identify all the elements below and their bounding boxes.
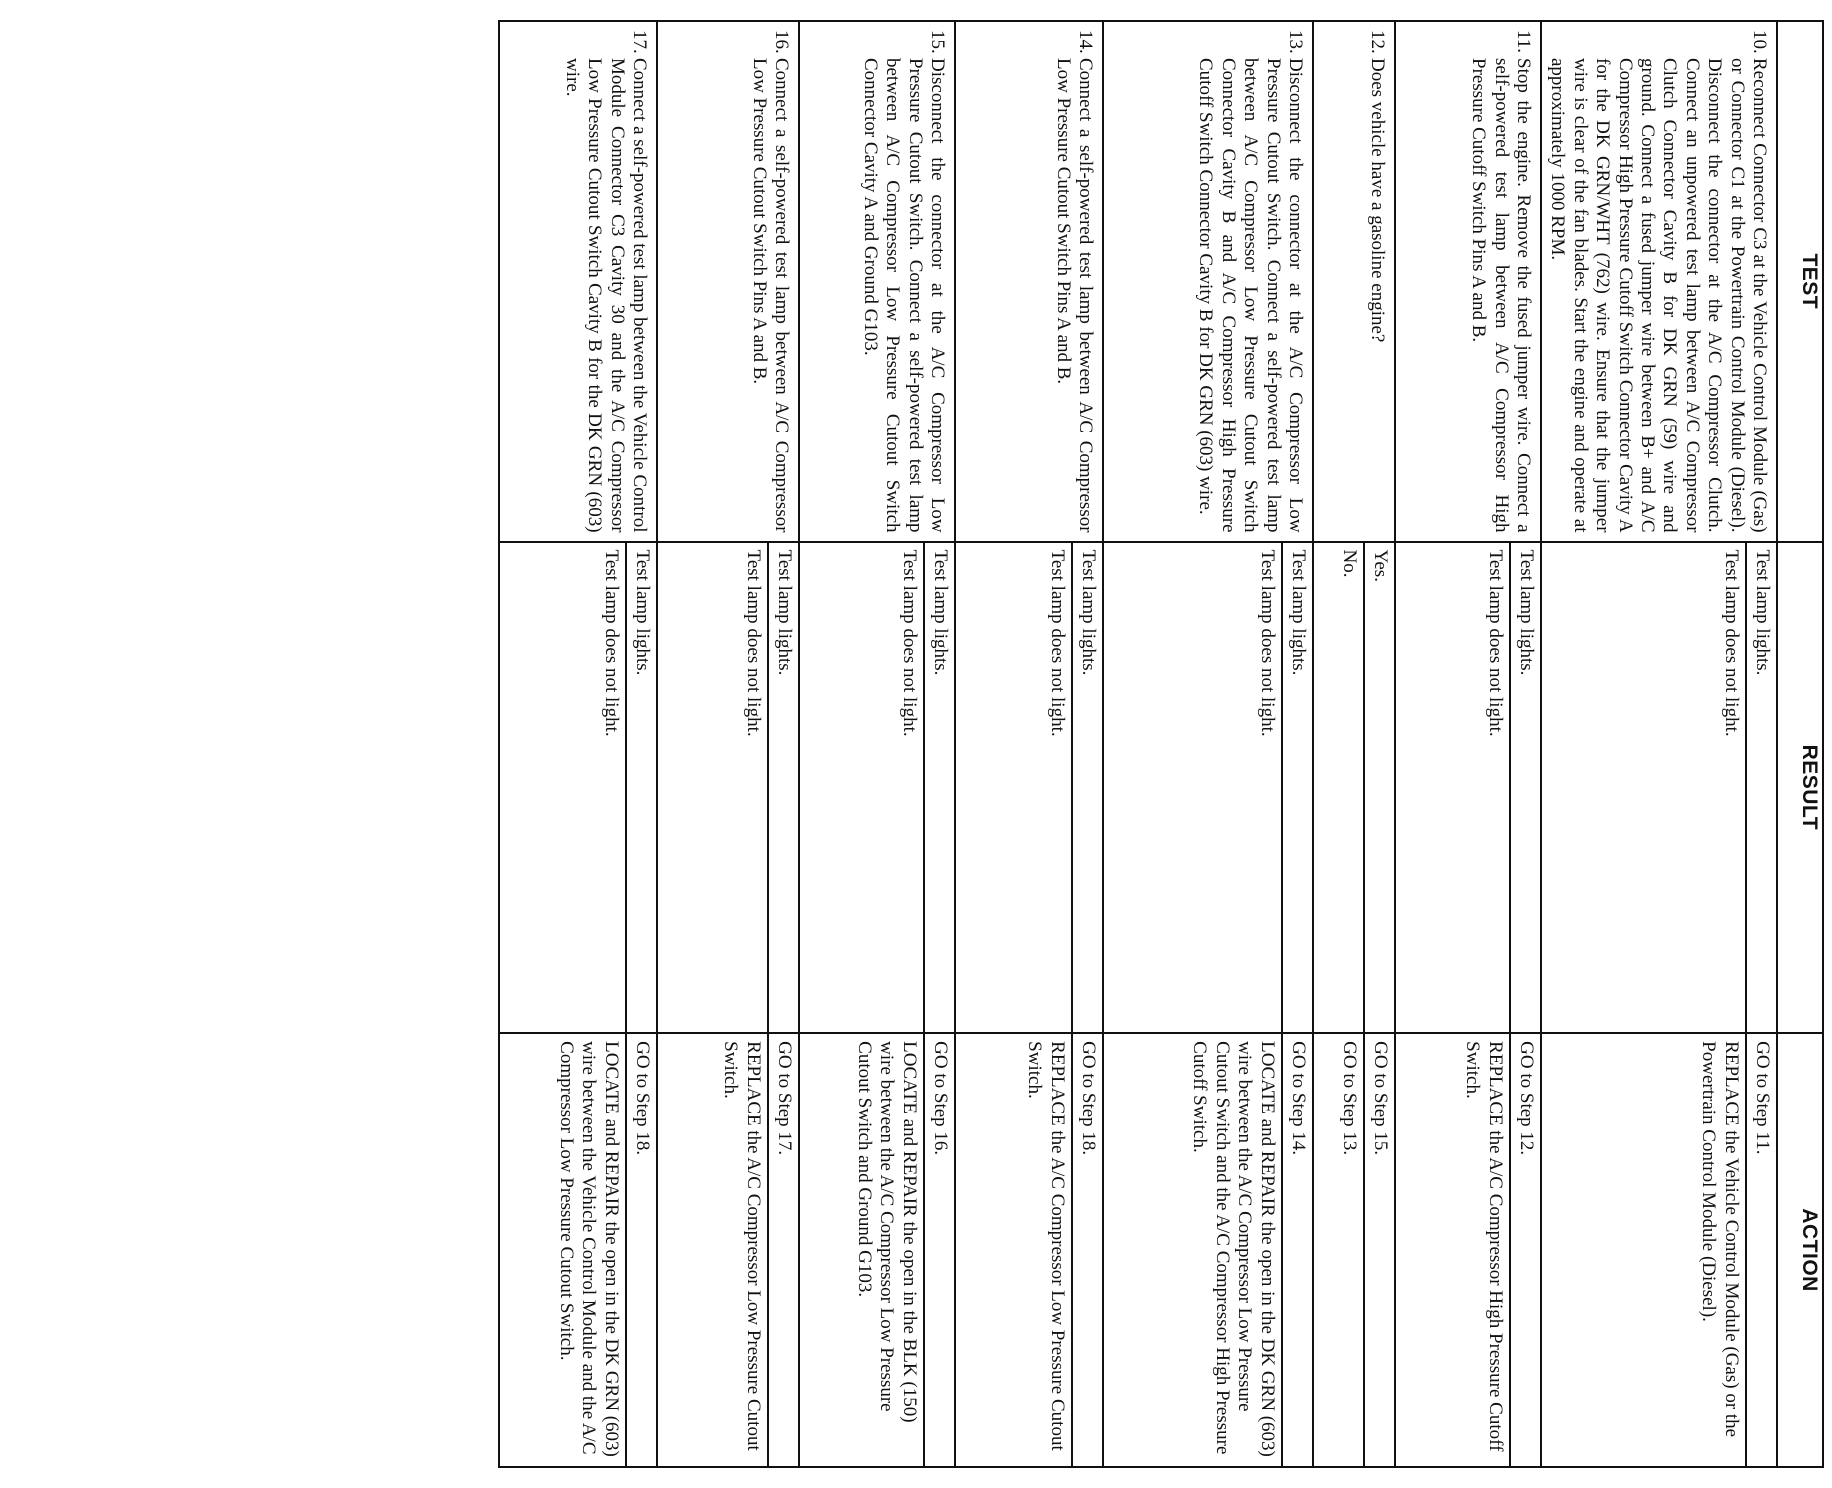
test-header: TEST [1777, 21, 1823, 542]
test-text: Disconnect the connector at the A/C Compressor Low Pressure Cutout Switch. Connect a self-powered test lamp between A/C Compressor Low Pressure Cutout Switch Connector Cavity B and A/C Compressor High Pressure Cutoff Switch Connector Cavity B for DK GRN (603) wire. [1195, 58, 1306, 533]
step-number: 12. [1366, 30, 1388, 54]
result-text: Test lamp does not light. [1256, 549, 1278, 737]
result-text: Test lamp lights. [923, 543, 954, 1033]
step-row-14 [955, 21, 1103, 1467]
step-number: 16. [770, 30, 792, 54]
step-number: 13. [1284, 30, 1306, 54]
action-text: LOCATE and REPAIR the open in the DK GRN (603) wire between the Vehicle Control Module and the A/C Compressor Low Pressure Cutout Switch. [555, 1041, 622, 1457]
result-text: Test lamp does not light. [1720, 549, 1742, 737]
test-cell [1313, 21, 1395, 542]
result-text: Test lamp does not light. [600, 549, 622, 737]
test-cell [955, 21, 1103, 542]
result-text: Test lamp lights. [1509, 543, 1540, 1033]
result-text: Test lamp does not light. [898, 549, 920, 737]
action-cell [799, 1033, 955, 1467]
test-text: Does vehicle have a gasoline engine? [1366, 58, 1388, 343]
step-number: 15. [926, 30, 948, 54]
result-cell [1103, 542, 1313, 1034]
test-cell [657, 21, 799, 542]
step-number: 10. [1749, 30, 1770, 54]
step-row-17 [499, 21, 657, 1467]
test-text: Disconnect the connector at the A/C Compressor Low Pressure Cutout Switch. Connect a self-powered test lamp between A/C Compressor Low Pressure Cutout Switch Connector Cavity A and Ground G103. [859, 58, 948, 533]
result-text: Test lamp lights. [767, 543, 798, 1033]
test-text: Stop the engine. Remove the fused jumper wire. Connect a self-powered test lamp between A/C Compressor High Pressure Cutoff Switch Pins A and B. [1468, 58, 1534, 533]
action-text: GO to Step 18. [625, 1034, 656, 1466]
action-text: LOCATE and REPAIR the open in the DK GRN (603) wire between the A/C Compressor Low Pressure Cutout Switch and the A/C Compressor High Pressure Cutoff Switch. [1189, 1041, 1278, 1457]
action-text: GO to Step 18. [1071, 1034, 1102, 1466]
action-text: GO to Step 17. [767, 1034, 798, 1466]
action-text: REPLACE the Vehicle Control Module (Gas) or the Powertrain Control Module (Diesel). [1698, 1041, 1742, 1438]
action-cell [499, 1033, 657, 1467]
step-row-10 [1541, 21, 1777, 1467]
action-text: REPLACE the A/C Compressor High Pressure Cutoff Switch. [1462, 1041, 1506, 1452]
action-cell [1395, 1033, 1541, 1467]
header-row [1777, 21, 1823, 1467]
step-number: 11. [1512, 30, 1534, 54]
result-header: RESULT [1777, 542, 1823, 1034]
test-cell [799, 21, 955, 542]
test-text: Connect a self-powered test lamp between A/C Compressor Low Pressure Cutout Switch Pins A and B. [1052, 58, 1096, 533]
action-text: REPLACE the A/C Compressor Low Pressure Cutout Switch. [720, 1041, 764, 1451]
step-number: 17. [628, 30, 650, 54]
result-text: Test lamp does not light. [1046, 549, 1068, 737]
result-text: Test lamp does not light. [1484, 549, 1506, 737]
action-text: GO to Step 11. [1745, 1034, 1776, 1466]
result-text: Test lamp lights. [1071, 543, 1102, 1033]
step-row-11 [1395, 21, 1541, 1467]
result-cell [799, 542, 955, 1034]
action-cell [657, 1033, 799, 1467]
result-text: Test lamp does not light. [742, 549, 764, 737]
result-text: Yes. [1363, 543, 1394, 1033]
result-cell [1313, 542, 1395, 1034]
test-text: Reconnect Connector C3 at the Vehicle Control Module (Gas) or Connector C1 at the Powertrain Control Module (Diesel). Disconnect the connector at the A/C Compressor Clutch. Connect an unpowered test lamp between A/C Compressor Clutch Connector Cavity B for DK GRN (59) wire and ground. Connect a fused jumper wire between B+ and A/C Compressor High Pressure Cutoff Switch Connector Cavity A for the DK GRN/WHT (762) wire. Ensure that the jumper wire is clear of the fan blades. Start the engine and operate at approximately 1000 RPM. [1547, 58, 1770, 533]
action-cell [1313, 1033, 1395, 1467]
action-text: REPLACE the A/C Compressor Low Pressure Cutout Switch. [1024, 1041, 1068, 1451]
action-text: GO to Step 14. [1281, 1034, 1312, 1466]
result-cell [1395, 542, 1541, 1034]
result-text: Test lamp lights. [625, 543, 656, 1033]
step-row-15 [799, 21, 955, 1467]
action-header: ACTION [1777, 1033, 1823, 1467]
test-text: Connect a self-powered test lamp between the Vehicle Control Module Connector C3 Cavity 30 and the A/C Compressor Low Pressure Cutout Switch Cavity B for the DK GRN (603) wire. [561, 58, 650, 533]
action-cell [1541, 1033, 1777, 1467]
action-text: LOCATE and REPAIR the open in the BLK (150) wire between the A/C Compressor Low Pressure Cutout Switch and Ground G103. [853, 1041, 920, 1423]
action-cell [955, 1033, 1103, 1467]
action-cell [1103, 1033, 1313, 1467]
step-row-13 [1103, 21, 1313, 1467]
result-cell [955, 542, 1103, 1034]
test-cell [1395, 21, 1541, 542]
action-text: GO to Step 13. [1338, 1041, 1360, 1156]
action-text: GO to Step 16. [923, 1034, 954, 1466]
result-cell [1541, 542, 1777, 1034]
test-cell [1103, 21, 1313, 542]
result-cell [499, 542, 657, 1034]
diagnostic-table [498, 20, 1824, 1468]
test-cell [499, 21, 657, 542]
result-cell [657, 542, 799, 1034]
step-number: 14. [1074, 30, 1096, 54]
action-text: GO to Step 12. [1509, 1034, 1540, 1466]
result-text: Test lamp lights. [1281, 543, 1312, 1033]
step-row-16 [657, 21, 799, 1467]
test-cell [1541, 21, 1777, 542]
step-row-12 [1313, 21, 1395, 1467]
action-text: GO to Step 15. [1363, 1034, 1394, 1466]
result-text: Test lamp lights. [1745, 543, 1776, 1033]
result-text: No. [1338, 549, 1360, 578]
test-text: Connect a self-powered test lamp between A/C Compressor Low Pressure Cutout Switch Pins A and B. [748, 58, 792, 533]
